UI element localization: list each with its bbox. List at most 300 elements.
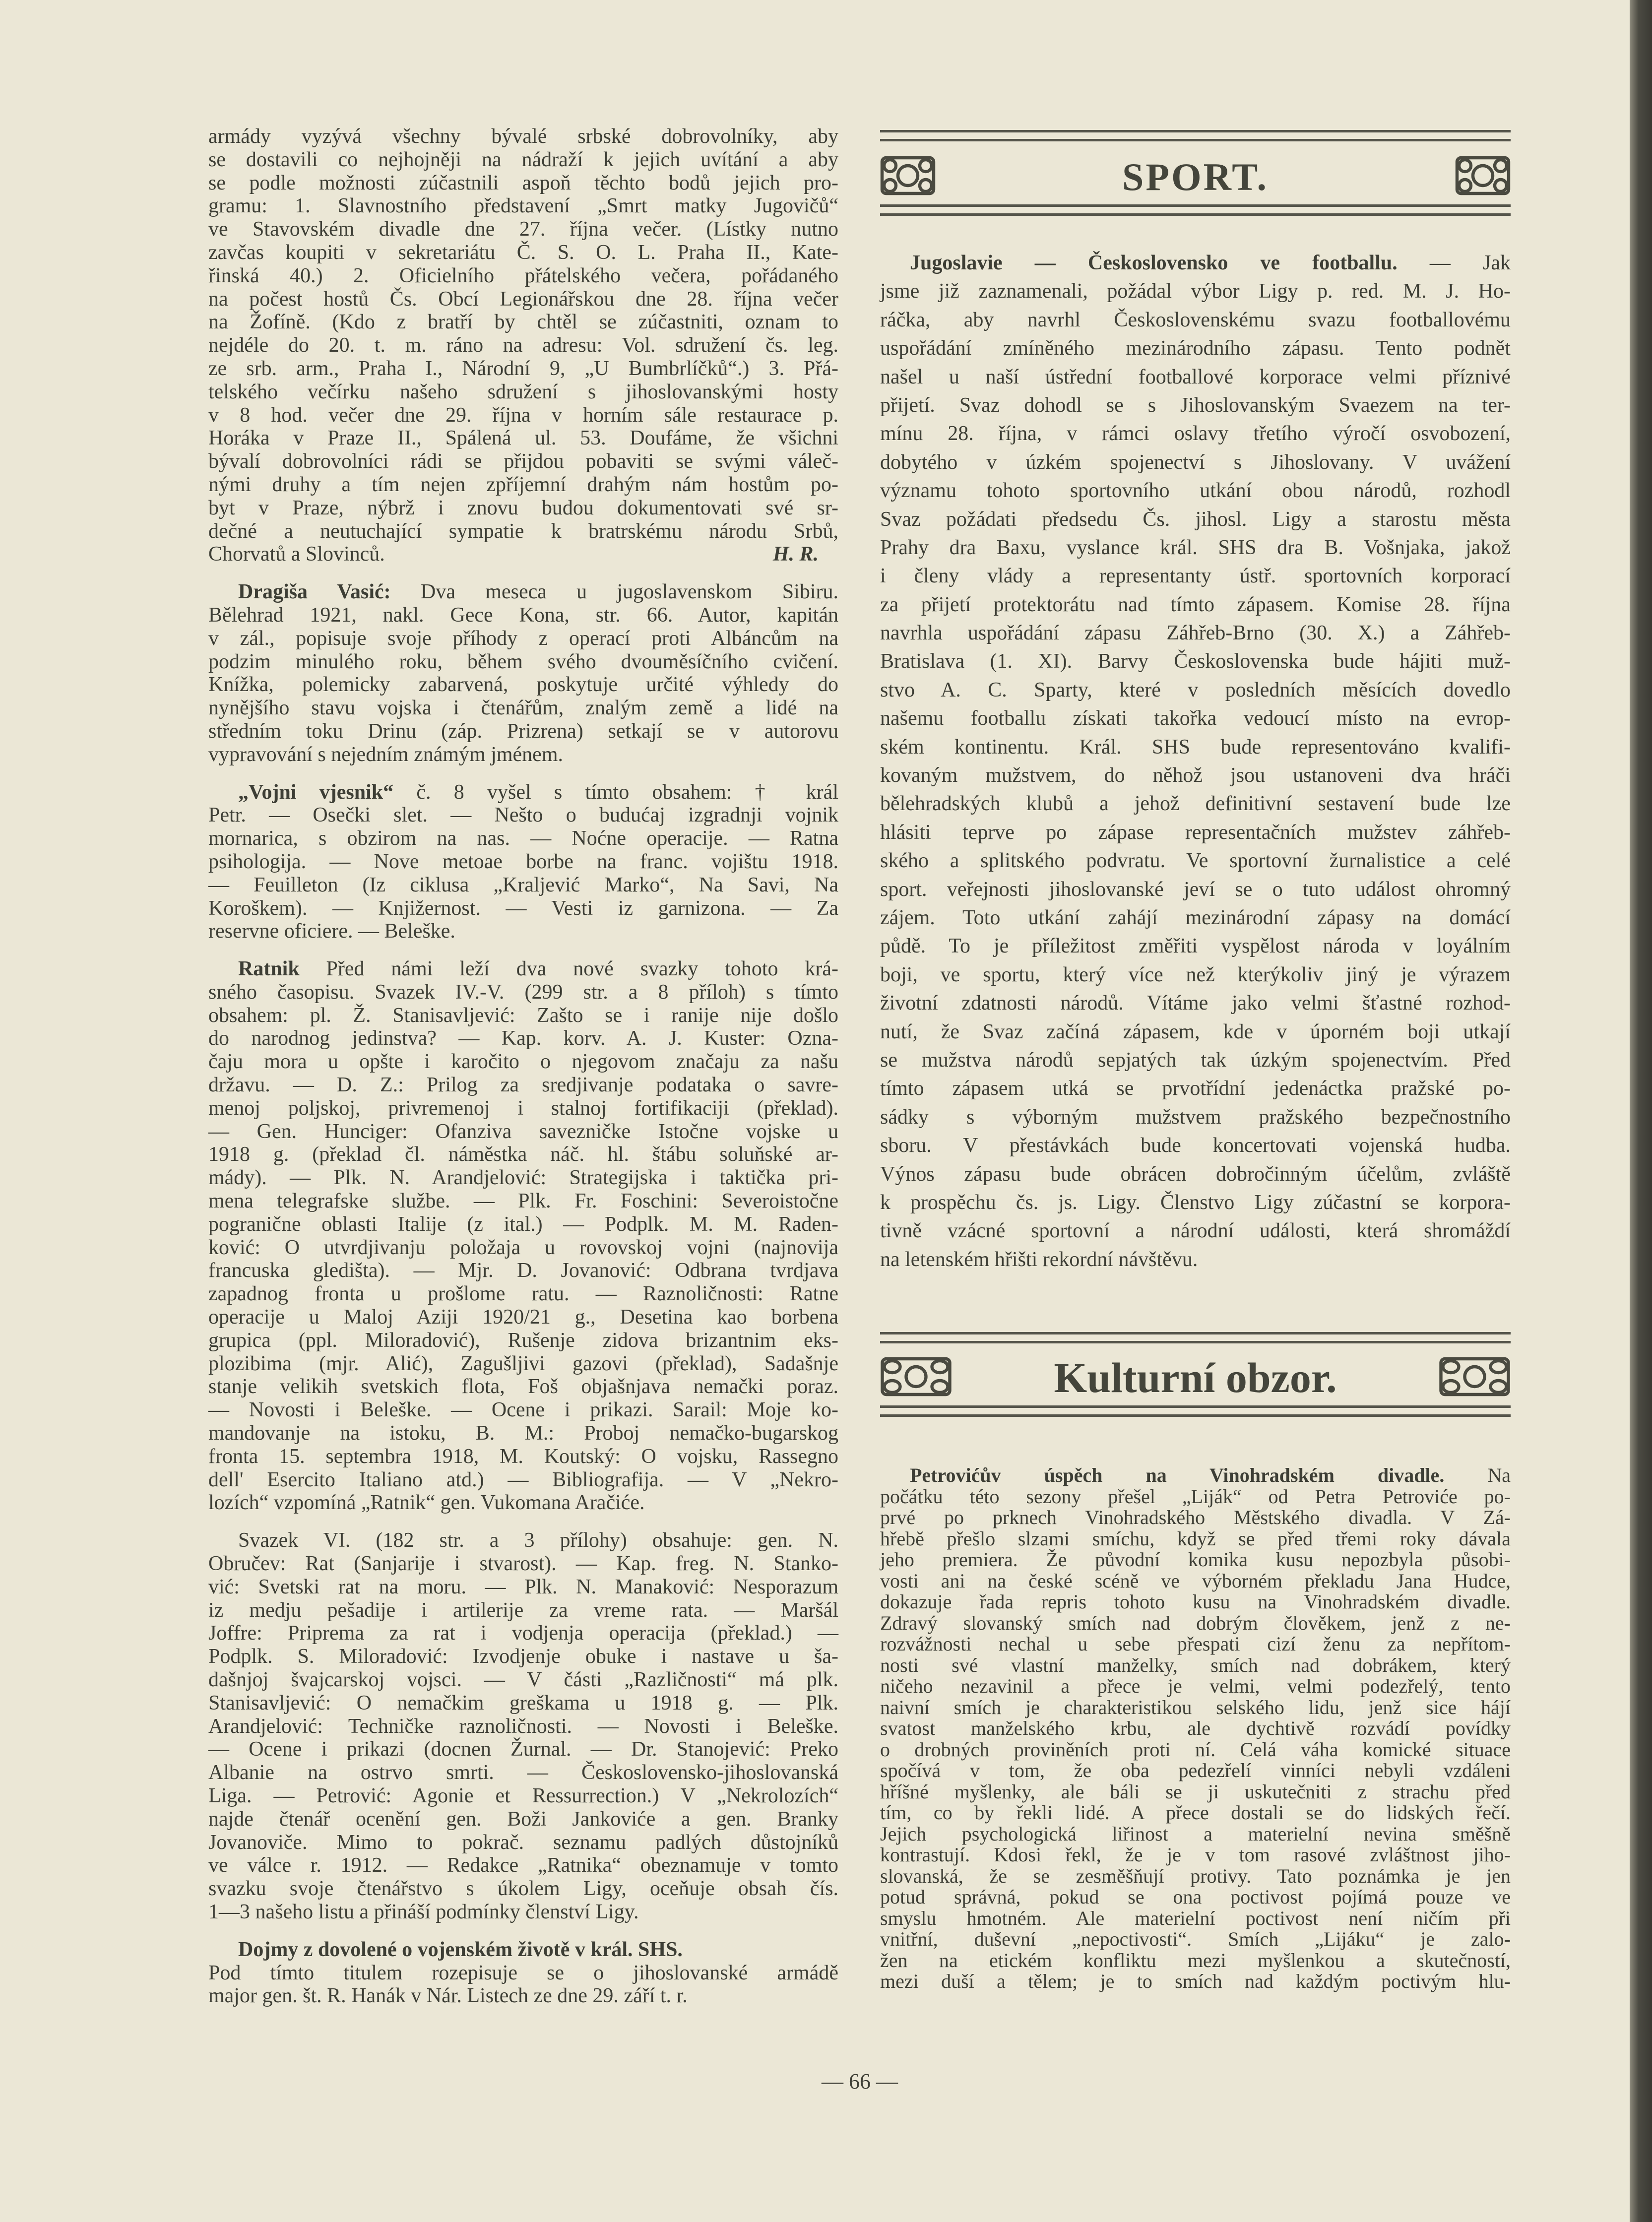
line-text: Chorvatů a Slovinců. (208, 543, 385, 566)
text-line (880, 534, 1511, 562)
line-text: kovaným mužstvem, do něhož jsou ustanoveni dva hráči (880, 764, 1511, 787)
line-text: ském kontinentu. Král. SHS bude representováno kvalifi- (880, 735, 1511, 759)
text-line (880, 1697, 1511, 1718)
line-text: Stanisavljević: O nemačkim greškama u 1918 g. — Plk. (208, 1691, 838, 1714)
line-text: na letenském hřišti rekordní návštěvu. (880, 1248, 1198, 1271)
text-line (880, 1781, 1511, 1803)
text-line (880, 1844, 1511, 1866)
line-text: Dva meseca u jugoslavenskom Sibiru. (390, 580, 838, 604)
line-text: k prospěchu čs. js. Ligy. Členstvo Ligy zúčastní se korpora- (880, 1191, 1511, 1214)
text-line (208, 1784, 838, 1808)
line-text: slovanská, že se zesměšňují protivy. Tato poznámka je jen (880, 1864, 1511, 1887)
text-line (208, 1576, 838, 1599)
text-line (208, 1645, 838, 1668)
paragraph-lead: „Vojni vjesnik“ (238, 780, 394, 804)
line-text: ze srb. arm., Praha I., Národní 9, „U Bumbrlíčků“.) 3. Přá- (208, 357, 838, 380)
line-text: čaju mora u opšte i karočito o njegovom značaju za našu (208, 1050, 838, 1074)
text-line (208, 450, 838, 473)
line-text: mády). — Plk. N. Arandjelović: Strategijska i taktička pri- (208, 1166, 838, 1190)
paragraph (208, 781, 838, 944)
text-line (208, 650, 838, 674)
text-line (880, 249, 1511, 277)
text-line (208, 520, 838, 543)
text-line (208, 125, 838, 148)
text-line (880, 619, 1511, 647)
line-text: významu tohoto sportovního utkání obou národů, rozhodl (880, 479, 1511, 503)
line-text: byt v Praze, nýbrž i znovu budou dokumentovati své sr- (208, 496, 838, 519)
line-text: na počest hostů Čs. Obcí Legionářskou dne 28. října večer (208, 287, 838, 311)
text-line (880, 1760, 1511, 1781)
text-line (880, 420, 1511, 448)
line-text: stvo A. C. Sparty, které v posledních měsících dovedlo (880, 678, 1511, 701)
text-line (880, 1950, 1511, 1971)
paragraph-lead: Ratnik (238, 957, 300, 981)
text-line (208, 1050, 838, 1074)
ornament-icon (1439, 1357, 1511, 1397)
text-line (208, 1097, 838, 1120)
text-line (208, 148, 838, 172)
text-line (208, 1352, 838, 1376)
line-text: nosti své vlastní manželky, smích nad dobrákem, který (880, 1653, 1511, 1676)
text-line (880, 876, 1511, 904)
text-line (880, 790, 1511, 818)
line-text: půdě. To je příležitost změřiti vyspělost národa v loyálním (880, 935, 1511, 958)
text-line (208, 1552, 838, 1576)
text-line (880, 676, 1511, 704)
line-text: Petr. — Osečki slet. — Nešto o budućaj izgradnji vojnik (208, 804, 838, 827)
text-line (880, 1075, 1511, 1103)
text-line (208, 1166, 838, 1190)
text-line (208, 1854, 838, 1877)
line-text: Před námi leží dva nové svazky tohoto krá- (299, 957, 838, 981)
text-line (208, 194, 838, 218)
line-text: v zál., popisuje svoje příhody z operací proti Albáncům na (208, 627, 838, 650)
text-line (880, 1217, 1511, 1245)
line-text: Koroškem). — Knjižernost. — Vesti iz garnizona. — Za (208, 896, 838, 920)
text-line (880, 1824, 1511, 1845)
line-text: ković: O utvrdjivanju položaja u rovovskoj vojni (najnovija (208, 1236, 838, 1259)
text-line (208, 1962, 838, 1985)
line-text: Joffre: Priprema za rat i vodjenja operacija (překlad.) — (208, 1622, 838, 1645)
line-text: vić: Svetski rat na moru. — Plk. N. Manaković: Nesporazum (208, 1575, 838, 1598)
text-line (208, 604, 838, 627)
line-text: počátku této sezony přešel „Liják“ od Petra Petroviće po- (880, 1485, 1511, 1508)
text-line (880, 506, 1511, 534)
line-text: vnitřní, duševní „nepoctivosti“. Smích „Lijáku“ je zalo- (880, 1928, 1511, 1950)
text-line (208, 1445, 838, 1468)
line-text: Pod tímto titulem rozepisuje se o jihoslovanské armádě (208, 1961, 838, 1984)
text-line (880, 1739, 1511, 1761)
line-text: telského večírku našeho sdružení s jihoslovanskými hosty (208, 380, 838, 403)
text-line (880, 989, 1511, 1017)
line-text: potud správná, pokud se ona poctivost pojímá pouze ve (880, 1886, 1511, 1908)
text-line (208, 1120, 838, 1143)
text-line (208, 981, 838, 1004)
line-text: psihologija. — Nove metoae borbe na franc. vojištu 1918. (208, 850, 838, 873)
line-text: — Gen. Hunciger: Ofanziva savezničke Istočne vojske u (208, 1120, 838, 1143)
line-text: spočívá v tom, že oba pedezřelí vinníci nebyli vzdáleni (880, 1759, 1511, 1781)
line-text: ského a splitského podvratu. Ve sportovní žurnalistice a celé (880, 849, 1511, 873)
line-text: dobytého v úzkém spojenectví s Jihoslovany. V uvážení (880, 450, 1511, 474)
line-text: tím, co by řekli lidé. A přece dostali se do lidských řečí. (880, 1801, 1511, 1824)
text-line (880, 1046, 1511, 1075)
line-text: se dostavili co nejhojněji na nádraží k jejich uvítání a aby (208, 148, 838, 171)
text-line (880, 277, 1511, 306)
line-text: gramu: 1. Slavnostního představení „Smrt matky Jugovičů“ (208, 194, 838, 218)
text-line (880, 1189, 1511, 1217)
line-text: vypravování s nejedním známým jménem. (208, 743, 563, 766)
text-line (208, 673, 838, 697)
line-text: državu. — D. Z.: Prilog za sredjivanje podataka o savre- (208, 1074, 838, 1097)
text-line (208, 1306, 838, 1329)
text-line (880, 1465, 1511, 1486)
sport-article (880, 249, 1511, 1274)
text-line (208, 720, 838, 743)
text-line (880, 1718, 1511, 1739)
line-text: Horáka v Praze II., Spálená ul. 53. Doufáme, že všichni (208, 427, 838, 450)
line-text: francuska gledišta). — Mjr. D. Jovanović: Odbrana tvrdjava (208, 1259, 838, 1282)
text-line (880, 1528, 1511, 1550)
line-text: Liga. — Petrović: Agonie et Ressurrection.) V „Nekrolozích“ (208, 1784, 838, 1807)
text-line (208, 1468, 838, 1492)
text-line (208, 1259, 838, 1282)
line-text: v 8 hod. večer dne 29. října v horním sále restaurace p. (208, 403, 838, 427)
line-text: hříšné myšlenky, ale báli se ji uskutečniti z strachu před (880, 1780, 1511, 1803)
line-text: tímto zápasem utká se prvotřídní jedenáctka pražské po- (880, 1077, 1511, 1100)
page-number: — 66 — (822, 2069, 898, 2094)
text-line (880, 1929, 1511, 1950)
text-line (880, 819, 1511, 847)
text-line (880, 1802, 1511, 1824)
line-text: bývalí dobrovolníci rádi se přijdou pobaviti se svými váleč- (208, 450, 838, 473)
text-line (208, 357, 838, 381)
text-line (880, 591, 1511, 619)
text-line (880, 733, 1511, 762)
text-line (208, 1398, 838, 1422)
line-text: svazku svoje čtenářstvo s úkolem Ligy, oceňuje obsah čís. (208, 1877, 838, 1901)
text-line (880, 847, 1511, 875)
line-text: Na (1444, 1464, 1511, 1486)
line-text: — Ocene i prikazi (docnen Žurnal. — Dr. Stanojević: Preko (208, 1738, 838, 1761)
text-line (208, 1329, 838, 1352)
line-text: životní zdatnosti národů. Vítáme jako velmi šťastné rozhod- (880, 992, 1511, 1015)
line-text: Knížka, polemicky zabarvená, poskytuje určité výhledy do (208, 673, 838, 697)
text-line (208, 473, 838, 497)
line-text: mena telegrafske službe. — Plk. Fr. Foschini: Severoistočne (208, 1190, 838, 1213)
paragraph (208, 125, 838, 566)
text-line (208, 627, 838, 650)
text-line (880, 1591, 1511, 1613)
line-text: Výnos zápasu bude obrácen dobročinným účelům, zvláště (880, 1162, 1511, 1186)
line-text: přijetí. Svaz dohodl se s Jihoslovanským Svaezem na ter- (880, 393, 1511, 417)
line-text: středním toku Drinu (záp. Prizrena) setkají se v autorovu (208, 719, 838, 743)
text-line (208, 1877, 838, 1901)
line-text: Zdravý slovanský smích nad dobrým člověkem, jenž z ne- (880, 1611, 1511, 1634)
line-text: sného časopisu. Svazek IV.-V. (299 str. a 8 příloh) s tímto (208, 980, 838, 1004)
line-text: 1918 g. (překlad čl. náměstka náč. hl. štábu soluňské ar- (208, 1143, 838, 1166)
text-line (880, 477, 1511, 505)
line-text: fronta 15. septembra 1918, M. Koutský: O vojsku, Rassegno (208, 1445, 838, 1468)
line-text: 1—3 našeho listu a přináší podmínky členství Ligy. (208, 1900, 639, 1923)
line-text: jeho premiera. Že původní komika kusu nepozbyla působi- (880, 1548, 1511, 1571)
text-line (208, 781, 838, 804)
paragraph (208, 580, 838, 766)
text-line (208, 1282, 838, 1306)
line-text: sboru. V přestávkách bude koncertovati vojenská hudba. (880, 1134, 1511, 1157)
line-text: smyslu hmotném. Ale materielní poctivost není ničím při (880, 1906, 1511, 1929)
line-text: nejdéle do 20. t. m. ráno na adresu: Vol. sdružení čs. leg. (208, 334, 838, 357)
text-line (208, 1027, 838, 1050)
line-text: grupica (ppl. Miloradović), Rušenje zidova brizantnim eks- (208, 1329, 838, 1352)
line-text: našemu footballu získati takořka vedoucí místo na evrop- (880, 707, 1511, 730)
line-text: podzim minulého roku, během svého dvouměsíčního cvičení. (208, 650, 838, 673)
text-line (208, 1213, 838, 1236)
line-text: Bělehrad 1921, nakl. Gece Kona, str. 66. Autor, kapitán (208, 603, 838, 627)
line-text: stanje velikih svetskich flota, Foš objašnjava nemački poraz. (208, 1375, 838, 1398)
line-text: hřebě přešlo slzami smíchu, když se před třemi roky dávala (880, 1527, 1511, 1550)
text-line (208, 241, 838, 264)
text-line (208, 172, 838, 195)
line-text: dell' Esercito Italiano atd.) — Bibliografija. — V „Nekro- (208, 1468, 838, 1491)
text-line (208, 1901, 838, 1924)
paragraph-lead: Petrovićův úspěch na Vinohradském divadle. (910, 1464, 1445, 1486)
text-line (208, 1668, 838, 1692)
line-text: prvé po prknech Vinohradského Městského divadla. V Zá- (880, 1506, 1511, 1528)
line-text: zavčas koupiti v sekretariátu Č. S. O. L. Praha II., Kate- (208, 241, 838, 264)
text-line (880, 448, 1511, 477)
text-line (880, 1549, 1511, 1571)
line-text: Podplk. S. Miloradović: Izvodjenje obuke i nastave u ša- (208, 1645, 838, 1668)
line-text: boji, ve sportu, který více než kterýkoliv jiný je výrazem (880, 963, 1511, 986)
line-text: nutí, že Svaz začíná zápasem, kde v úporném boji utkají (880, 1020, 1511, 1043)
text-line (880, 762, 1511, 790)
line-text: tivně vzácné sportovní a národní události, která shromáždí (880, 1219, 1511, 1243)
text-line (208, 1984, 838, 2008)
text-line (880, 391, 1511, 420)
line-text: ve válce r. 1912. — Redakce „Ratnika“ obeznamuje v tomto (208, 1854, 838, 1877)
line-text: lozích“ vzpomíná „Ratnik“ gen. Vukomana Aračiće. (208, 1491, 645, 1515)
line-text: — Jak (1397, 252, 1511, 274)
line-text: dečné a neutuchající sympatie k bratrskému národu Srbů, (208, 519, 838, 543)
text-line (208, 264, 838, 288)
text-line (208, 1190, 838, 1213)
text-line (208, 580, 838, 604)
line-text: řinská 40.) 2. Oficielního přátelského večera, pořádaného (208, 264, 838, 287)
text-line (208, 497, 838, 520)
text-line (208, 897, 838, 920)
line-text: Svaz požádati předsedu Čs. jihosl. Ligy a starostu města (880, 508, 1511, 531)
text-line (208, 1004, 838, 1027)
text-line (880, 1613, 1511, 1634)
line-text: vosti ani na české scéně ve výborném překladu Jana Hudce, (880, 1569, 1511, 1592)
line-text: zapadnog fronta u prošlome ratu. — Raznoličnosti: Ratne (208, 1282, 838, 1306)
line-text: iz medju pešadije i artilerije za vreme rata. — Maršál (208, 1598, 838, 1622)
text-line (880, 1634, 1511, 1655)
line-text: č. 8 vyšel s tímto obsahem: † král (393, 780, 838, 804)
text-line (880, 1103, 1511, 1132)
line-text: mornarica, s obzirom na nas. — Noćne operacije. — Ratna (208, 827, 838, 850)
line-text: mínu 28. října, v rámci oslavy třetího výročí osvobození, (880, 422, 1511, 445)
line-text: o drobných proviněních proti ní. Celá váha komické situace (880, 1738, 1511, 1761)
text-line (880, 1571, 1511, 1592)
text-line (880, 1507, 1511, 1528)
text-line (208, 1692, 838, 1715)
line-text: mandovanje na istoku, B. M.: Proboj nemačko-bugarskog (208, 1422, 838, 1445)
line-text: našel u naší ústřední footballové korporace velmi příznivé (880, 365, 1511, 388)
line-text: dašnjoj švajcarskoj vojsci. — V části „Različnosti“ má plk. (208, 1668, 838, 1691)
text-line (208, 1375, 838, 1398)
paragraph-lead: Dragiša Vasić: (238, 580, 391, 604)
text-line (208, 381, 838, 404)
line-text: se mužstva národů sepjatých tak úzkým spojenectvím. Před (880, 1048, 1511, 1072)
text-line (208, 334, 838, 357)
text-line (208, 427, 838, 450)
text-line (880, 904, 1511, 932)
text-line (208, 1738, 838, 1761)
line-text: naivní smích je charakteristikou selského lidu, jenž sice hájí (880, 1696, 1511, 1718)
text-line (208, 1236, 838, 1260)
text-line (880, 1132, 1511, 1160)
text-line (208, 920, 838, 943)
line-text: — Novosti i Beleške. — Ocene i prikazi. Sarail: Moje ko- (208, 1398, 838, 1422)
line-text: ve Stavovském divadle dne 27. října večer. (Lístky nutno (208, 218, 838, 241)
left-column (208, 125, 838, 2022)
paragraph (208, 1529, 838, 1924)
line-text: pogranične oblasti Italije (z ital.) — Podplk. M. M. Raden- (208, 1212, 838, 1236)
paragraph (208, 957, 838, 1515)
line-text: i členy vlády a representanty ústř. sportovních korporací (880, 565, 1511, 588)
text-line (208, 1599, 838, 1622)
line-text: uspořádání zmíněného mezinárodního zápasu. Tento podnět (880, 337, 1511, 360)
kultur-title: Kulturní obzor. (1054, 1354, 1337, 1401)
line-text: do narodnog jedinstva? — Kap. korv. A. J. Kuster: Ozna- (208, 1027, 838, 1050)
line-text: mezi duší a tělem; je to smích nad každým poctivým hlu- (880, 1970, 1511, 1992)
line-text: ráčka, aby navrhl Československému svazu footballovému (880, 308, 1511, 331)
text-line (880, 1655, 1511, 1676)
line-text: zájem. Toto utkání zahájí mezinárodní zápasy na domácí (880, 906, 1511, 929)
text-line (880, 1160, 1511, 1189)
line-text: Obručev: Rat (Sanjarije i stvarost). — Kap. freg. N. Stanko- (208, 1552, 838, 1576)
text-line (208, 1622, 838, 1645)
line-text: Jovanoviče. Mimo to pokrač. seznamu padlých důstojníků (208, 1831, 838, 1854)
sport-title: SPORT. (1122, 155, 1269, 198)
sport-section-header (880, 130, 1511, 219)
text-line (208, 1808, 838, 1831)
text-line (208, 543, 838, 566)
line-text: se podle možnosti zúčastnili aspoň těchto bodů jejich pro- (208, 171, 838, 194)
line-text: Albanie na ostrvo smrti. — Československo-jihoslovanská (208, 1761, 838, 1784)
line-text: sport. veřejnosti jihoslovanské jeví se o tuto událost ohromný (880, 878, 1511, 901)
text-line (208, 1074, 838, 1097)
text-line (880, 1908, 1511, 1929)
text-line (208, 311, 838, 334)
text-line (208, 1143, 838, 1166)
line-text: bělehradských klubů a jehož definitivní sestavení bude lze (880, 792, 1511, 816)
line-text: Svazek VI. (182 str. a 3 přílohy) obsahuje: gen. N. (238, 1529, 838, 1552)
text-line (880, 1866, 1511, 1887)
line-text: operacije u Maloj Aziji 1920/21 g., Desetina kao borbena (208, 1306, 838, 1329)
line-text: najde čtenář ocenění gen. Boži Jankoviće a gen. Branky (208, 1807, 838, 1831)
text-line (880, 1887, 1511, 1908)
text-line (208, 1938, 838, 1962)
line-text: nými druhy a tím nejen zpříjemní drahým nám hostům po- (208, 473, 838, 496)
line-text: dokazuje řada repris tohoto kusu na Vinohradském divadle. (880, 1590, 1511, 1613)
text-line (208, 827, 838, 850)
line-text: major gen. št. R. Hanák v Nár. Listech ze dne 29. září t. r. (208, 1984, 688, 2008)
text-line (880, 1676, 1511, 1697)
text-line (880, 1486, 1511, 1508)
text-line (208, 1715, 838, 1738)
text-line (880, 704, 1511, 733)
text-line (880, 932, 1511, 960)
text-line (208, 743, 838, 766)
text-line (208, 288, 838, 311)
text-line (208, 1422, 838, 1445)
text-line (208, 218, 838, 241)
line-text: svatost manželského krbu, ale dychtivě rozvádí povídky (880, 1717, 1511, 1739)
line-text: nynějšího stavu vojska i čtenářům, znalým země a lidé na (208, 697, 838, 720)
scan-page-edge (1630, 0, 1652, 2222)
line-text: plozibima (mjr. Alić), Zagušljivi gazovi (překlad), Sadašnje (208, 1352, 838, 1375)
paragraph (880, 1465, 1511, 1992)
line-text: navrhla uspořádání zápasu Záhřeb-Brno (30. X.) a Záhřeb- (880, 622, 1511, 645)
text-line (208, 1491, 838, 1515)
text-line (208, 957, 838, 981)
paragraph (880, 249, 1511, 1274)
text-line (880, 306, 1511, 334)
text-line (208, 804, 838, 827)
text-line (880, 647, 1511, 676)
line-text: Prahy dra Baxu, vyslance král. SHS dra B. Vošnjaka, jakož (880, 536, 1511, 559)
kultur-section-header (880, 1332, 1511, 1419)
line-text: hlásiti teprve po zápase representačních mužstev záhřeb- (880, 821, 1511, 844)
line-text: sádky s výborným mužstvem pražského bezpečnostního (880, 1105, 1511, 1129)
line-text: jsme již zaznamenali, požádal výbor Ligy p. red. M. J. Ho- (880, 280, 1511, 303)
line-text: obsahem: pl. Ž. Stanisavljević: Zašto se i ranije nije došlo (208, 1004, 838, 1027)
text-line (880, 334, 1511, 363)
text-line (880, 562, 1511, 590)
text-line (880, 1018, 1511, 1046)
text-line (208, 874, 838, 897)
author-signature: H. R. (772, 543, 819, 566)
paragraph-lead: Dojmy z dovolené o vojenském životě v král. SHS. (238, 1938, 683, 1961)
line-text: armády vyzývá všechny bývalé srbské dobrovolníky, aby (208, 125, 838, 148)
text-line (208, 697, 838, 720)
line-text: žen na etickém konfliktu mezi myšlenkou a skutečností, (880, 1949, 1511, 1971)
ornament-icon (1455, 156, 1511, 195)
paragraph (208, 1938, 838, 2008)
line-text: na Žofíně. (Kdo z bratří by chtěl se zúčastniti, oznam to (208, 311, 838, 334)
text-line (880, 1971, 1511, 1992)
text-line (208, 1761, 838, 1784)
line-text: ničeho nezavinil a přece je velmi, velmi podezřelý, tento (880, 1675, 1511, 1697)
line-text: Arandjelović: Techničke raznoličnosti. — Novosti i Beleške. (208, 1714, 838, 1738)
line-text: rozvážnosti nechal u sebe přespati cizí ženu za nepřítom- (880, 1633, 1511, 1655)
paragraph-lead: Jugoslavie — Československo ve footballu. (910, 252, 1398, 274)
text-line (208, 1529, 838, 1552)
text-line (880, 1246, 1511, 1274)
text-line (208, 850, 838, 874)
text-line (208, 404, 838, 427)
kultur-article (880, 1465, 1511, 1992)
line-text: za přijetí protektorátu nad tímto zápasem. Komise 28. října (880, 593, 1511, 616)
line-text: kontrastují. Kdosi řekl, že je v tom rasové zvláštnost jiho- (880, 1843, 1511, 1866)
text-line (880, 363, 1511, 391)
line-text: menoj poljskoj, privremenoj i stalnoj fortifikaciji (překlad). (208, 1096, 838, 1120)
text-line (208, 1831, 838, 1854)
line-text: — Feuilleton (Iz ciklusa „Kraljević Marko“, Na Savi, Na (208, 873, 838, 896)
line-text: Bratislava (1. XI). Barvy Československa bude hájiti muž- (880, 650, 1511, 673)
